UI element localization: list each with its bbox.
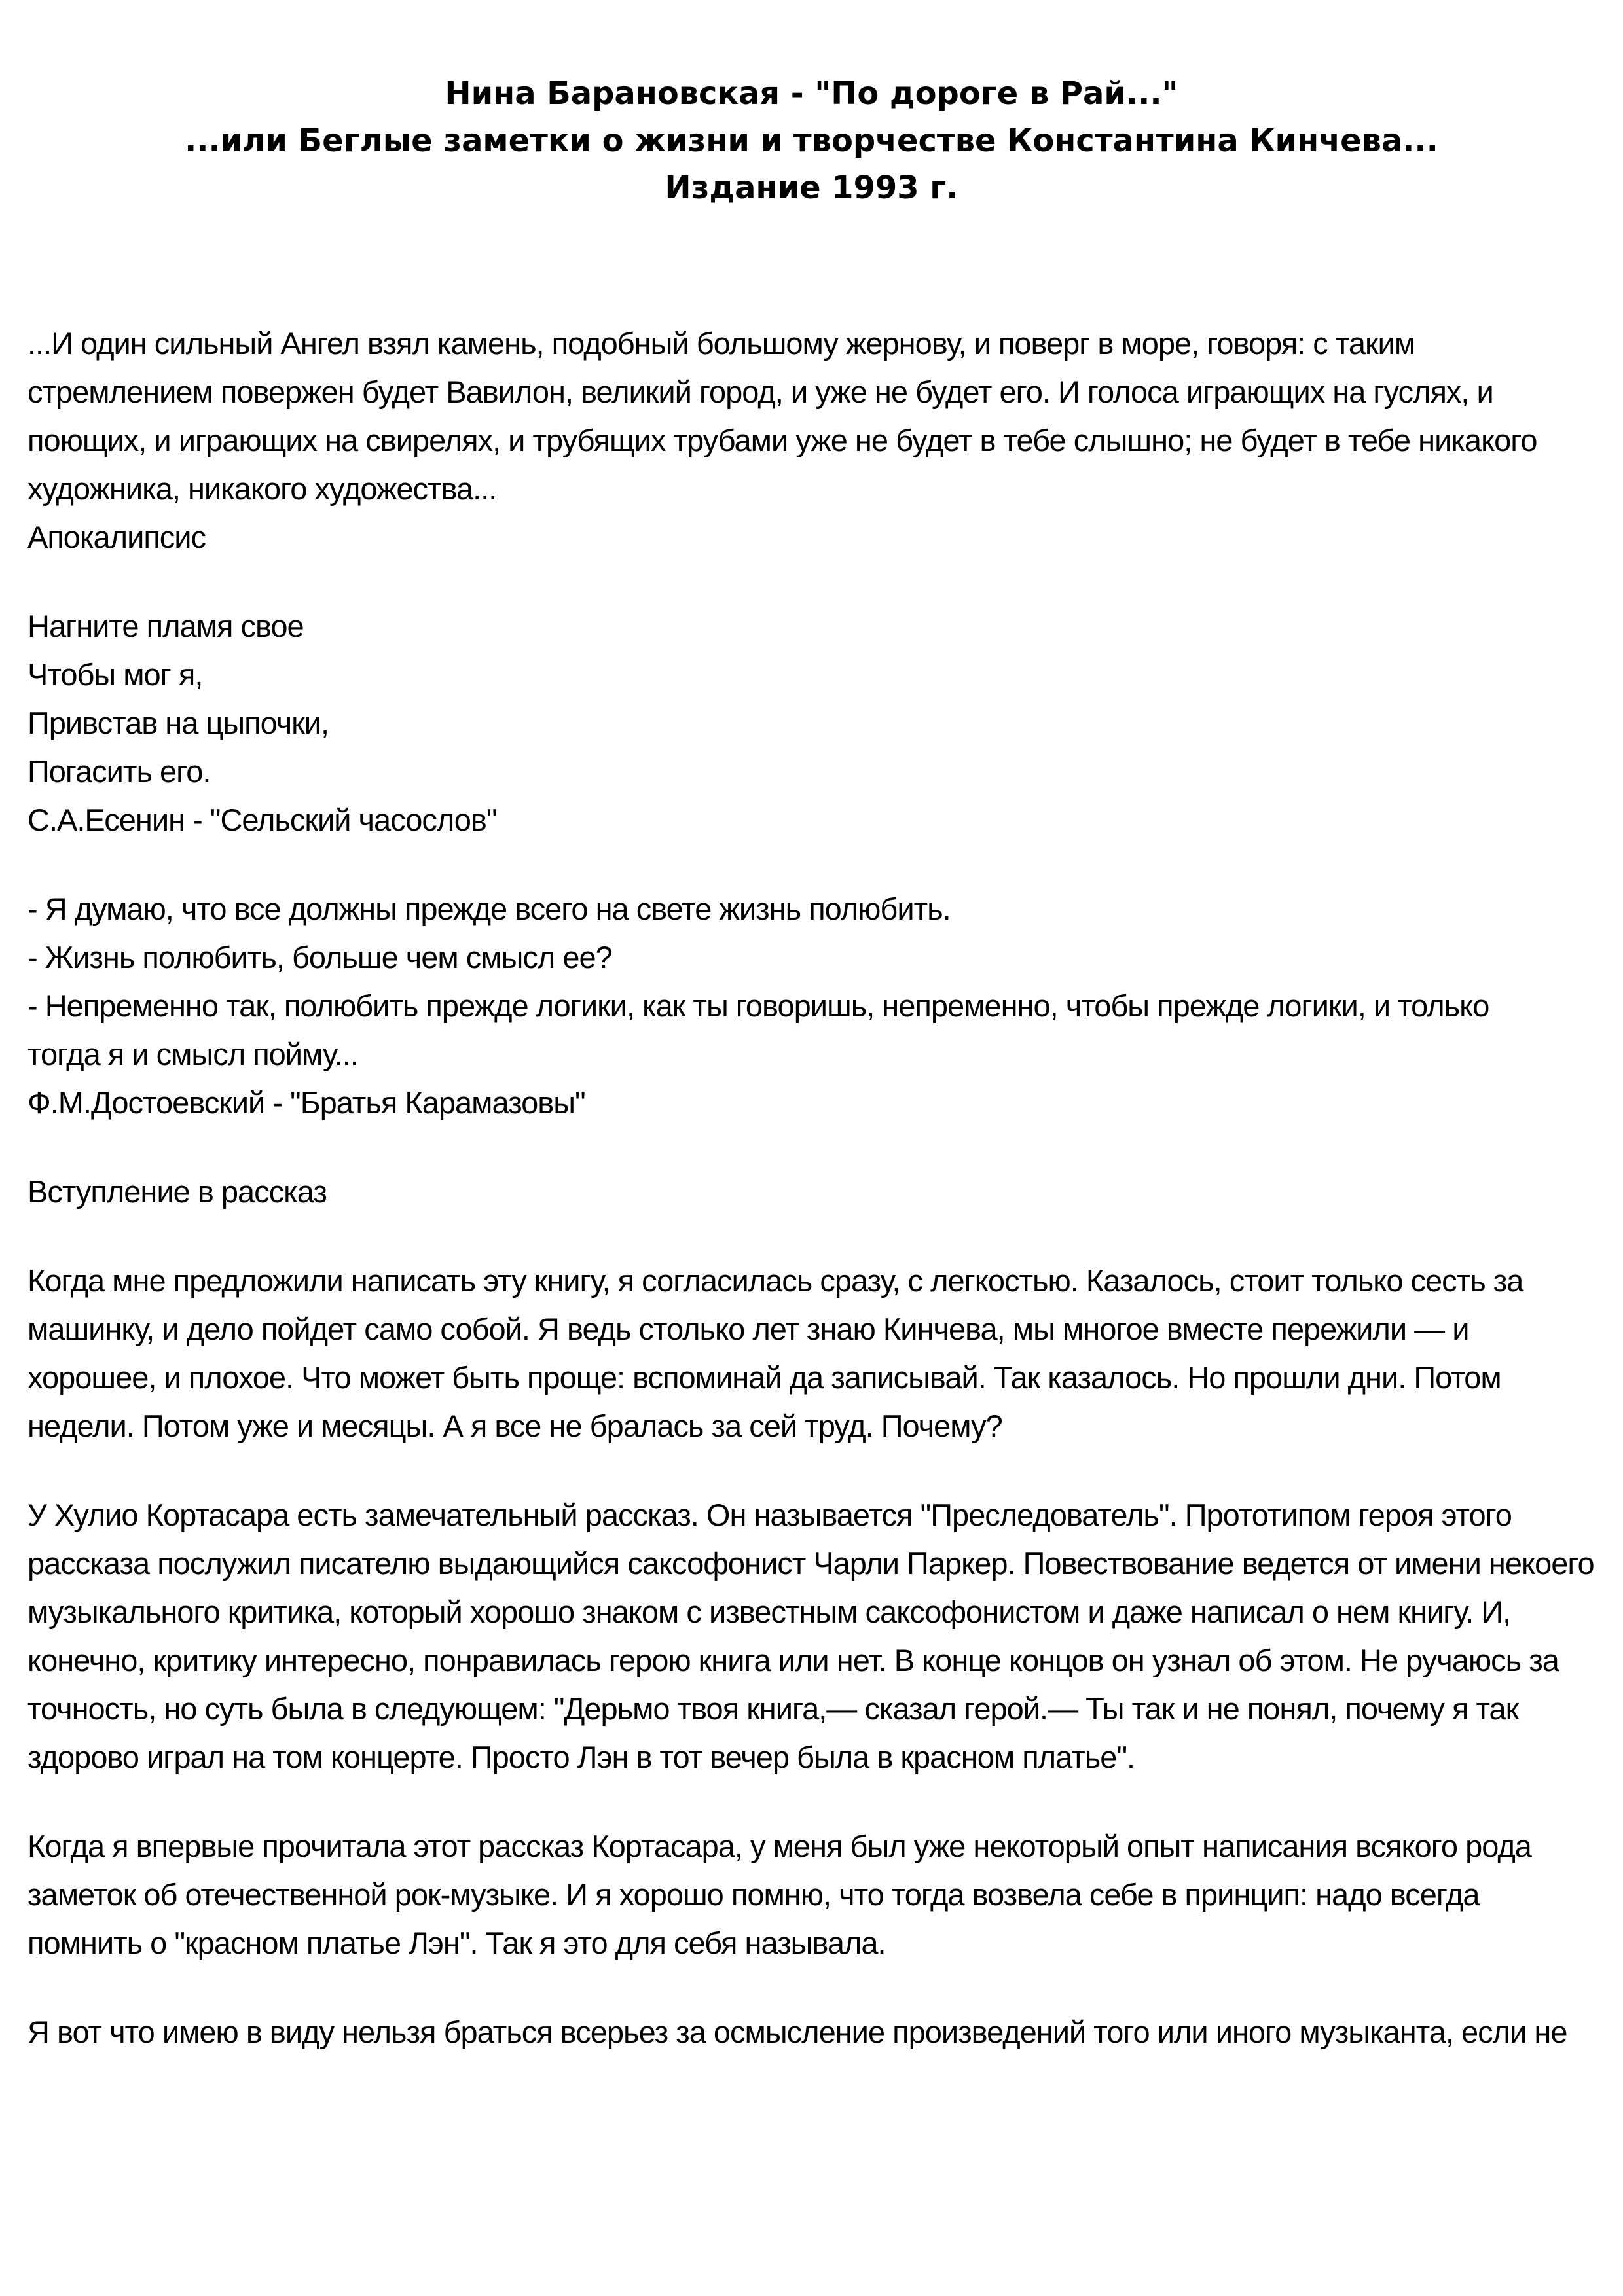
paragraph-line: недели. Потом уже и месяцы. А я все не бралась за сей труд. Почему?	[27, 1408, 1002, 1443]
poem-line: Погасить его.	[27, 754, 211, 789]
section-title: Вступление в рассказ	[27, 1174, 327, 1209]
epigraph-line: стремлением повержен будет Вавилон, великий город, и уже не будет его. И голоса играющих на гуслях, и	[27, 374, 1493, 409]
paragraph-line: заметок об отечественной рок-музыке. И я хорошо помню, что тогда возвела себе в принцип: надо всегда	[27, 1877, 1480, 1912]
dialogue-line: - Жизнь полюбить, больше чем смысл ее?	[27, 940, 612, 975]
dialogue-line: тогда я и смысл пойму...	[27, 1037, 358, 1071]
dialogue-line: - Непременно так, полюбить прежде логики, как ты говоришь, непременно, чтобы прежде логики, и только	[27, 988, 1489, 1023]
epigraph-dostoevsky	[27, 885, 1599, 1127]
paragraph-2	[27, 1491, 1599, 1782]
paragraph-line: здорово играл на том концерте. Просто Лэн в тот вечер была в красном платье".	[27, 1740, 1135, 1774]
paragraph-line: У Хулио Кортасара есть замечательный рассказ. Он называется "Преследователь". Прототипом героя этого	[27, 1498, 1512, 1532]
paragraph-line: точность, но суть была в следующем: "Дерьмо твоя книга,— сказал герой.— Ты так и не понял, почему я так	[27, 1691, 1519, 1726]
epigraph-line: поющих, и играющих на свирелях, и трубящих трубами уже не будет в тебе слышно; не будет в тебе никакого	[27, 423, 1537, 457]
paragraph-3	[27, 1822, 1599, 1967]
epigraph-line: художника, никакого художества...	[27, 471, 497, 506]
title-line-edition: Издание 1993 г.	[665, 170, 958, 206]
title-line-subtitle: ...или Беглые заметки о жизни и творчестве Константина Кинчева...	[185, 123, 1438, 159]
poem-line: Привстав на цыпочки,	[27, 706, 329, 740]
paragraph-line: музыкального критика, который хорошо знаком с известным саксофонистом и даже написал о нем книгу. И,	[27, 1594, 1511, 1629]
document-body	[27, 319, 1599, 2056]
paragraph-4	[27, 2008, 1599, 2056]
paragraph-line: конечно, критику интересно, понравилась герою книга или нет. В конце концов он узнал об этом. Не ручаюсь за	[27, 1643, 1559, 1677]
paragraph-line: Когда мне предложили написать эту книгу, я согласилась сразу, с легкостью. Казалось, стоит только сесть за	[27, 1263, 1523, 1298]
paragraph-line: хорошее, и плохое. Что может быть проще: вспоминай да записывай. Так казалось. Но прошли дни. Потом	[27, 1360, 1501, 1395]
poem-line: Чтобы мог я,	[27, 657, 203, 692]
poem-line: Нагните пламя свое	[27, 609, 304, 643]
epigraph-source: С.А.Есенин - "Сельский часослов"	[27, 802, 497, 837]
epigraph-source: Апокалипсис	[27, 520, 206, 554]
epigraph-line: ...И один сильный Ангел взял камень, подобный большому жернову, и поверг в море, говоря: с таким	[27, 326, 1415, 361]
paragraph-line: машинку, и дело пойдет само собой. Я ведь столько лет знаю Кинчева, мы многое вместе пережили — и	[27, 1312, 1469, 1346]
epigraph-source: Ф.М.Достоевский - "Братья Карамазовы"	[27, 1085, 585, 1120]
paragraph-line: рассказа послужил писателю выдающийся саксофонист Чарли Паркер. Повествование ведется от имени некоего	[27, 1546, 1594, 1581]
paragraph-line: помнить о "красном платье Лэн". Так я это для себя называла.	[27, 1926, 886, 1960]
title-line-author: Нина Барановская - "По дороге в Рай..."	[445, 76, 1178, 112]
document-header	[0, 71, 1623, 212]
paragraph-line: Я вот что имею в виду нельзя браться всерьез за осмысление произведений того или иного музыканта, если не	[27, 2015, 1567, 2049]
paragraph-line: Когда я впервые прочитала этот рассказ Кортасара, у меня был уже некоторый опыт написания всякого рода	[27, 1829, 1531, 1863]
epigraph-esenin	[27, 602, 1599, 844]
epigraph-apocalypse	[27, 319, 1599, 562]
dialogue-line: - Я думаю, что все должны прежде всего на свете жизнь полюбить.	[27, 891, 951, 926]
paragraph-1	[27, 1257, 1599, 1450]
